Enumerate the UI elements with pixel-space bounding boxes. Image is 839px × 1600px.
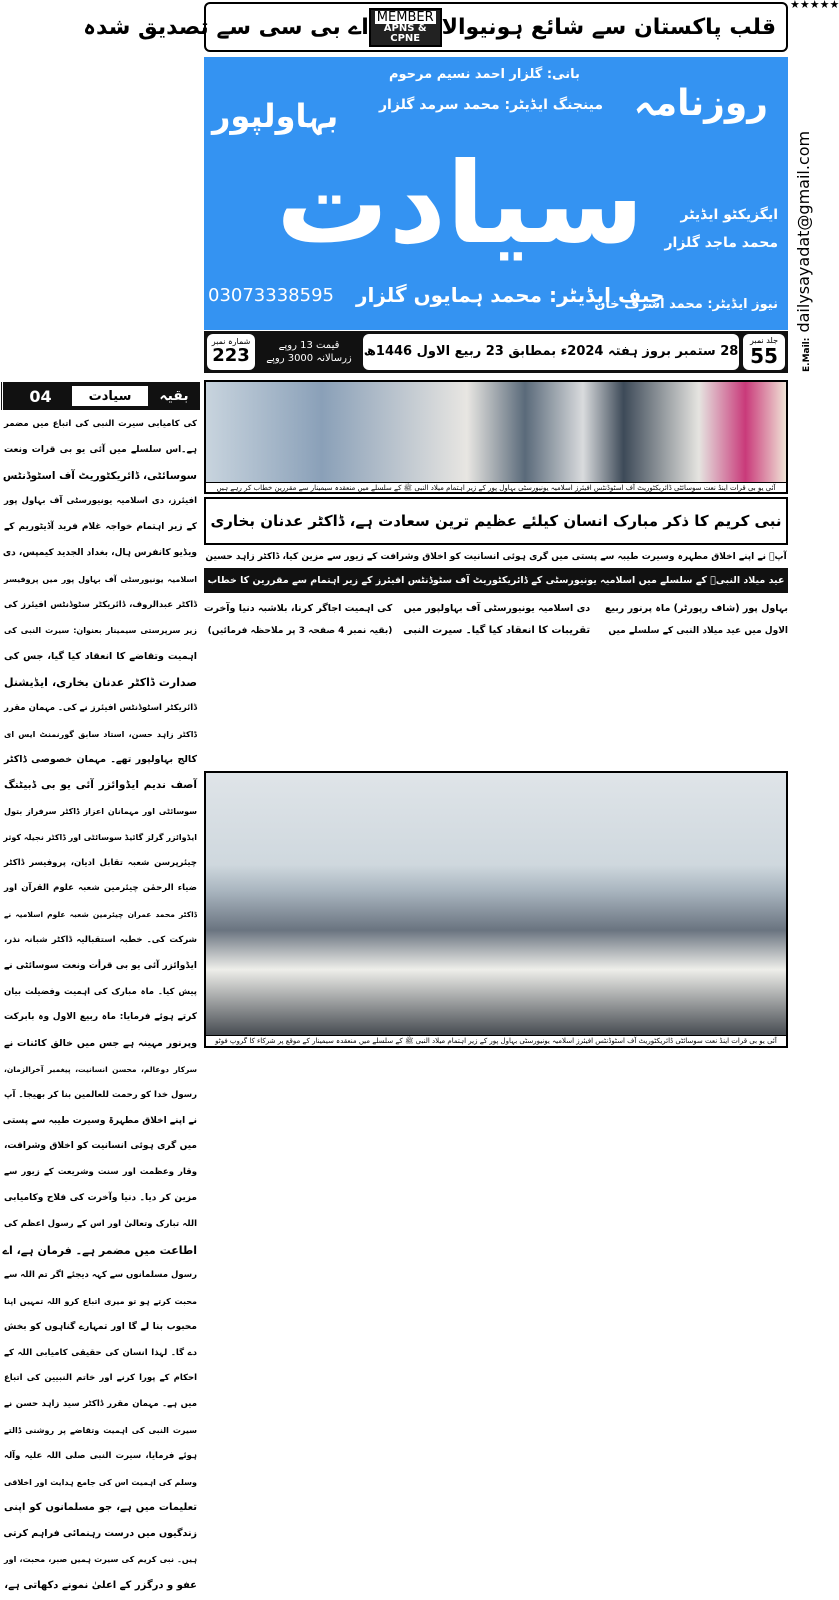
text-line: میں گری ہوئی انسانیت کو اخلاق وشرافت، (4, 1141, 197, 1152)
phone-number: 03073338595 (208, 285, 334, 306)
photo-caption: آئی یو بی قرات اینڈ نعت سوسائٹی ڈائریکٹوریٹ آف اسٹوڈنٹس افیئرز اسلامیہ یونیورسٹی بہاول پور کے زیر اہتمام میلاد النبی ﷺ کے سلسلے میں منعقدہ سیمینار سے مقررین خطاب کر رہے ہیں (206, 482, 786, 494)
apns-member-badge (369, 8, 442, 47)
volume-label: جلد نمبر (750, 336, 779, 346)
text-line: ڈائریکٹر اسٹوڈنٹس افیئرز نے کی۔ مہمان مقرر (4, 702, 197, 713)
volume-box (743, 334, 785, 370)
text-line: نے اپنے اخلاق مطہرۃ وسیرت طیبہ سے پستی (2, 1115, 197, 1126)
text-line: میں ہے۔ مہمان مقرر ڈاکٹر سید زاہد حسن نے (4, 1399, 197, 1410)
text-line: دے گا۔ لہذا انسان کی حقیقی کامیابی اللہ کے (4, 1347, 197, 1358)
seminar-photo (204, 380, 788, 494)
text-line: ڈاکٹر عبدالروف، ڈائریکٹر سٹوڈنٹس افیئرز کی (4, 599, 197, 610)
executive-editor-name: محمد ماجد گلزار (664, 235, 778, 251)
text-line: کی کامیابی سیرت النبی کی اتباع میں مضمر (4, 419, 197, 429)
story-line: کی اہمیت اجاگر کرنا، بلاشبہ دنیا وآخرت (204, 603, 393, 614)
text-line: ہیں۔ نبی کریم کی سیرت ہمیں صبر، محبت، اور (4, 1555, 197, 1565)
chief-editor: چیف ایڈیٹر: محمد ہمایوں گلزار (356, 283, 665, 307)
daily-label: روزنامہ (633, 83, 768, 124)
continuation-header (0, 382, 200, 410)
banner-left-text: قلب پاکستان سے شائع ہونیوالا (441, 14, 776, 40)
text-line: ویڈیو کانفرس ہال، بغداد الجدید کیمپس، دی (2, 547, 197, 558)
text-line: آصف ندیم ایڈوائزر آئی یو بی ڈبیٹنگ (4, 779, 197, 792)
annual-subscription: زرسالانہ 3000 روپے (266, 353, 352, 364)
story-line: تقریبات کا انعقاد کیا گیا۔ سیرت النبی (403, 625, 591, 636)
price-box (259, 339, 359, 365)
text-line: صدارت ڈاکٹر عدنان بخاری، ایڈیشنل (4, 675, 197, 689)
text-line: سیرت النبی کی اہمیت وتقاضے پر روشنی ڈالتے (4, 1426, 197, 1436)
email-address: dailysayadat@gmail.com (794, 130, 813, 333)
text-line: ایڈوائزر گرلز گائیڈ سوسائٹی اور ڈاکٹر نجیلہ کوثر (3, 832, 197, 842)
story-line: الاول میں عید میلاد النبی کے سلسلے میں (608, 626, 788, 636)
story-column (402, 598, 590, 653)
text-line: اللہ تبارک وتعالیٰ اور اس کے رسول اعظم کی (4, 1218, 197, 1229)
text-line: اسلامیہ یونیورسٹی آف بہاول پور میں پروفیسر (4, 574, 197, 584)
text-line: سوسائٹی اور مہمانان اعزاز ڈاکٹر سرفراز بتول (4, 806, 197, 816)
text-line: ضیاء الرحمٰن چیئرمین شعبہ علوم القرآن اور (4, 883, 197, 894)
member-label: MEMBER (376, 9, 434, 25)
issue-box (207, 334, 255, 370)
text-line: رسول مسلمانوں سے کہہ دیجئے اگر تم اللہ سے (4, 1270, 197, 1281)
top-banner (83, 2, 788, 52)
story-line: دی اسلامیہ یونیورسٹی آف بہاولپور میں (403, 603, 591, 614)
city-label: بہاولپور (212, 97, 339, 135)
story-column (600, 598, 788, 653)
continuation-column (0, 382, 200, 1599)
text-line: محبت کرتے ہو تو میری اتباع کرو اللہ تمہیں اپنا (4, 1297, 197, 1307)
continuation-label: بقیہ (159, 388, 189, 404)
text-line: زیر سرپرستی سیمینار بعنوان: سیرت النبی کی (4, 626, 197, 636)
subheadline-band: عید میلاد النبیؐ کے سلسلے میں اسلامیہ یونیورسٹی کے ڈائریکٹوریٹ آف سٹوڈنٹس افیئرز کے زیر اہتمام سے مقررین کا خطاب (204, 568, 788, 593)
star-rating-icon: ★★★★★ (790, 0, 839, 11)
newspaper-logo: سیادت (276, 139, 644, 269)
story-line: بہاول پور (شاف رپورٹر) ماہ پرنور ربیع (604, 603, 788, 614)
seminar-photo-image (206, 382, 786, 482)
email-label: E.Mail: (802, 337, 812, 372)
side-strip (790, 0, 839, 380)
text-line: رسول خدا کو رحمت للعالمین بنا کر بھیجا۔ آپ (4, 1089, 197, 1100)
text-line: کالج بہاولپور تھے۔ مہمان خصوصی ڈاکٹر (4, 754, 197, 766)
story-body (204, 598, 788, 653)
text-line: ڈاکٹر محمد عمران چیئرمین شعبہ علوم اسلامیہ نے (4, 910, 197, 920)
news-editor: نیوز ایڈیٹر: محمد اشرف خان (594, 297, 778, 312)
text-line: عفو و درگزر کے اعلیٰ نمونے دکھاتی ہے، (4, 1579, 197, 1591)
text-line: شرکت کی۔ خطبہ استقبالیہ ڈاکٹر شبانہ نذر، (4, 934, 197, 945)
text-line: مزین کر دیا۔ دنیا وآخرت کی فلاح وکامیابی (4, 1192, 197, 1203)
issue-number: 223 (212, 344, 250, 366)
price: قیمت 13 روپے (278, 340, 340, 351)
text-line: وپرنور مہینہ ہے جس میں خالق کائنات نے (4, 1038, 197, 1050)
text-line: افیئرز، دی اسلامیہ یونیورسٹی آف بہاول پور (4, 496, 197, 507)
photo-caption: آئی یو بی قرات اینڈ نعت سوسائٹی ڈائریکٹوریٹ آف اسٹوڈنٹس افیئرز اسلامیہ یونیورسٹی بہاول پور کے زیر اہتمام میلاد النبی ﷺ کے سلسلے میں منعقدہ سیمینار کے موقع پر شرکاء کا گروپ فوٹو (206, 1035, 786, 1047)
text-line: کے زیر اہتمام خواجہ غلام فرید آڈیٹوریم کے (4, 522, 197, 533)
page-number: 04 (29, 386, 52, 406)
group-photo (204, 771, 788, 1048)
headline: نبی کریم کا ذکر مبارک انسان کیلئے عظیم ترین سعادت ہے، ڈاکٹر عدنان بخاری (204, 497, 788, 545)
volume-number: 55 (750, 343, 778, 368)
text-line: کرتے ہوئے فرمایا: ماہ ربیع الاول وہ بابرکت (4, 1012, 197, 1023)
issue-info-bar (204, 331, 788, 373)
issue-label: شمارہ نمبر (211, 337, 251, 347)
banner-right-text: اے بی سی سے تصدیق شدہ (83, 14, 369, 40)
text-line: ایڈوائزر آئی یو بی قرأت ونعت سوسائٹی نے (4, 960, 197, 971)
text-line: سرکار دوعالم، محسن انسانیت، پیغمبر آخرالزمان، (4, 1064, 197, 1074)
member-org: APNS & CPNE (383, 22, 427, 44)
subheadline: آپؐ نے اپنے اخلاق مطہرہ وسیرت طیبہ سے پستی میں گری ہوئی انسانیت کو اخلاق وشرافت کے زیور سے مزین کیا، ڈاکٹر زاہد حسین (205, 552, 787, 562)
founder: بانی: گلزار احمد نسیم مرحوم (389, 67, 580, 82)
story-column (204, 598, 392, 653)
text-line: تعلیمات میں ہے، جو مسلمانوں کو اپنی (4, 1502, 197, 1514)
continuation-text (0, 410, 200, 1599)
text-line: اطاعت میں مضمر ہے۔ فرمان ہے، اے (2, 1243, 197, 1257)
text-line: اہمیت وتقاضے کا انعقاد کیا گیا، جس کی (4, 651, 197, 663)
text-line: سوسائٹی، ڈائریکٹوریٹ آف اسٹوڈنٹس (2, 469, 197, 482)
masthead (204, 57, 788, 330)
story-line: (بقیہ نمبر 4 صفحہ 3 پر ملاحظہ فرمائیں) (207, 626, 393, 636)
email-contact (793, 72, 818, 372)
text-line: وسلم کی اہمیت اس کی جامع ہدایت اور اخلاقی (4, 1477, 197, 1487)
managing-editor: مینجنگ ایڈیٹر: محمد سرمد گلزار (379, 97, 604, 113)
executive-editor-title: ایگزیکٹو ایڈیٹر (680, 207, 778, 223)
text-line: احکام کے پورا کرنے اور خاتم النبیین کی اتباع (4, 1373, 197, 1384)
text-line: چیئرپرسن شعبہ تقابل ادیان، پروفیسر ڈاکٹر (4, 857, 197, 868)
text-line: زندگیوں میں درست رہنمائی فراہم کرتی (3, 1528, 197, 1540)
text-line: پیش کیا۔ ماہ مبارک کی اہمیت وفضیلت بیان (4, 986, 197, 997)
issue-date: 28 ستمبر بروز ہفتہ 2024ء بمطابق 23 ربیع الاول 1446ھ (363, 334, 739, 370)
text-line: ہے۔اس سلسلے میں آئی یو بی قرات ونعت (4, 444, 197, 455)
paper-name: سیادت (72, 386, 148, 406)
group-photo-image (206, 773, 786, 1035)
text-line: ڈاکٹر زاہد حسن، استاد سابق گورنمنٹ ایس ای (4, 729, 197, 739)
text-line: محبوب بنا لے گا اور تمہارے گناہوں کو بخش (4, 1321, 197, 1332)
text-line: ہوئے فرمایا، سیرت النبی صلی اللہ علیہ وآلہ (4, 1450, 197, 1461)
text-line: وقار وعظمت اور سنت وشریعت کے زیور سے (4, 1167, 197, 1178)
